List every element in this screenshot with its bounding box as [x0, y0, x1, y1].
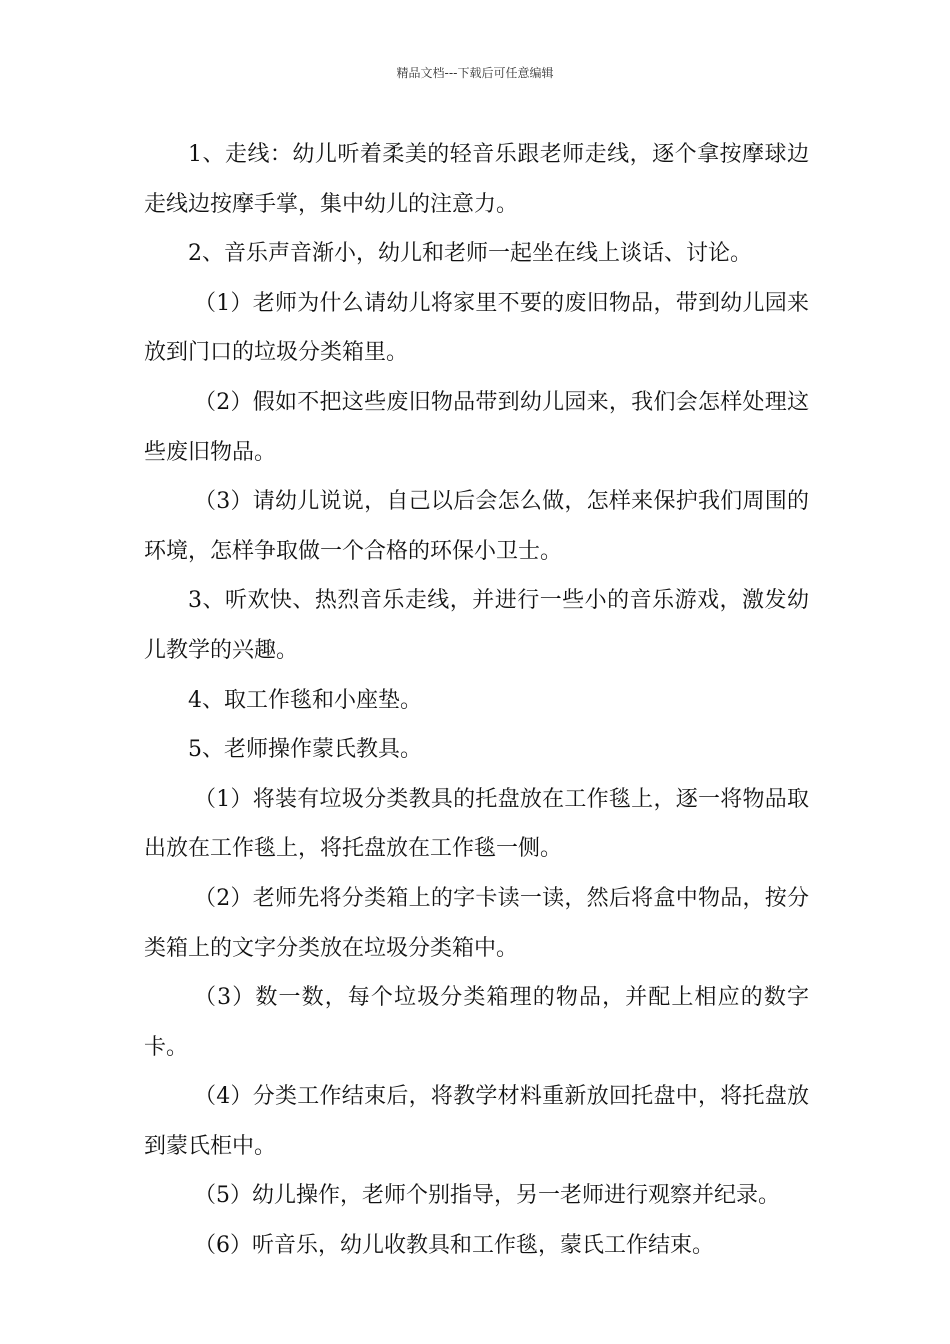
paragraph: （2）老师先将分类箱上的字卡读一读，然后将盒中物品，按分类箱上的文字分类放在垃圾分类箱中。 — [144, 885, 809, 961]
paragraph: （3）数一数，每个垃圾分类箱理的物品，并配上相应的数字卡。 — [144, 985, 809, 1060]
paragraph: （2）假如不把这些废旧物品带到幼儿园来，我们会怎样处理这些废旧物品。 — [144, 389, 809, 465]
paragraph: （1）老师为什么请幼儿将家里不要的废旧物品，带到幼儿园来放到门口的垃圾分类箱里。 — [144, 290, 809, 366]
page-header: 精品文档---下载后可任意编辑 — [396, 66, 554, 80]
paragraph: （6）听音乐，幼儿收教具和工作毯，蒙氏工作结束。 — [194, 1233, 714, 1259]
paragraph: （5）幼儿操作，老师个别指导，另一老师进行观察并纪录。 — [194, 1183, 780, 1209]
paragraph: 1、走线：幼儿听着柔美的轻音乐跟老师走线，逐个拿按摩球边走线边按摩手掌，集中幼儿的注意力。 — [144, 142, 809, 217]
paragraph: （1）将装有垃圾分类教具的托盘放在工作毯上，逐一将物品取出放在工作毯上，将托盘放在工作毯一侧。 — [144, 786, 809, 862]
paragraph: （4）分类工作结束后，将教学材料重新放回托盘中，将托盘放到蒙氏柜中。 — [144, 1084, 809, 1159]
paragraph: 4、取工作毯和小座垫。 — [188, 687, 422, 713]
document-body — [144, 130, 809, 1271]
paragraph: 5、老师操作蒙氏教具。 — [188, 737, 422, 763]
paragraph: 3、听欢快、热烈音乐走线，并进行一些小的音乐游戏，激发幼儿教学的兴趣。 — [144, 588, 809, 663]
paragraph: 2、音乐声音渐小，幼儿和老师一起坐在线上谈话、讨论。 — [188, 241, 752, 267]
paragraph: （3）请幼儿说说，自己以后会怎么做，怎样来保护我们周围的环境，怎样争取做一个合格的环保小卫士。 — [144, 489, 809, 564]
